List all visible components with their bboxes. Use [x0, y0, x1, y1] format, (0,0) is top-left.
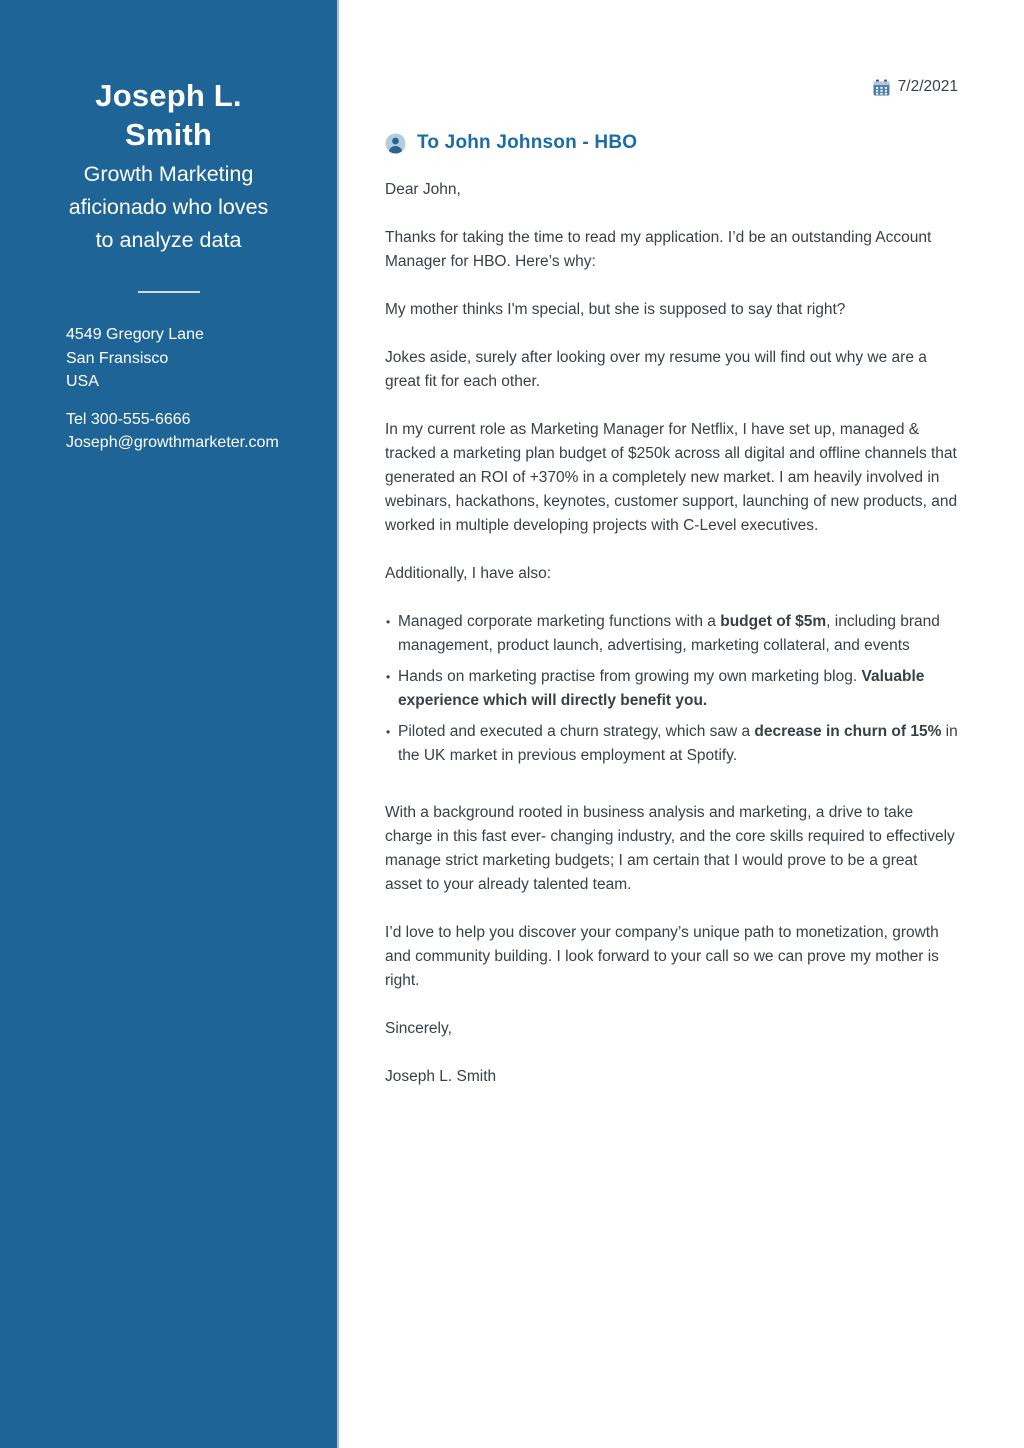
paragraph: Additionally, I have also:: [385, 565, 552, 582]
name-line: Joseph L.: [95, 78, 242, 113]
address-line: USA: [66, 373, 99, 390]
name-line: Smith: [124, 117, 213, 152]
address-line: 4549 Gregory Lane: [66, 326, 204, 343]
letter-body: [385, 178, 958, 1089]
paragraph: My mother thinks I'm special, but she is supposed to say that right?: [385, 301, 846, 318]
salutation: Dear John,: [385, 181, 461, 198]
sidebar-divider: [138, 291, 200, 293]
signature: Joseph L. Smith: [385, 1068, 497, 1085]
bullet-item: • Managed corporate marketing functions with a budget of $5m, including brand management, product launch, advertising, marketing collateral, and events: [385, 610, 958, 658]
calendar-icon: [873, 79, 890, 96]
address-block: [0, 323, 337, 394]
paragraph: I’d love to help you discover your company’s unique path to monetization, growth and community building. I look forward to your call so we can prove my mother is right.: [385, 924, 939, 989]
bullet-list: [385, 610, 958, 768]
contact-block: [0, 408, 337, 455]
tagline-line: Growth Marketing: [83, 162, 254, 186]
email: Joseph@growthmarketer.com: [66, 434, 279, 451]
letter-page: [341, 0, 1024, 1448]
bullet-item: • Piloted and executed a churn strategy, which saw a decrease in churn of 15% in the UK market in previous employment at Spotify.: [385, 720, 958, 768]
recipient-row: [385, 132, 958, 154]
recipient-title: To John Johnson - HBO: [417, 132, 638, 153]
bullet-item: • Hands on marketing practise from growing my own marketing blog. Valuable experience which will directly benefit you.: [385, 665, 958, 713]
paragraph: Thanks for taking the time to read my application. I’d be an outstanding Account Manager for HBO. Here’s why:: [385, 229, 932, 270]
date-row: [385, 78, 958, 96]
sidebar: [0, 0, 339, 1448]
tagline-line: aficionado who loves: [68, 195, 269, 219]
paragraph: With a background rooted in business analysis and marketing, a drive to take charge in this fast ever- changing industry, and the core skills required to effectively manage strict marketing budgets; I am certain that I would prove to be a great asset to your already talented team.: [385, 804, 955, 893]
candidate-name: [0, 76, 337, 154]
signoff: Sincerely,: [385, 1020, 452, 1037]
paragraph: Jokes aside, surely after looking over my resume you will find out why we are a great fit for each other.: [385, 349, 927, 390]
intro-paragraphs: [385, 226, 958, 586]
paragraph: In my current role as Marketing Manager for Netflix, I have set up, managed & tracked a marketing plan budget of $250k across all digital and offline channels that generated an ROI of +370% in a completely new market. I am heavily involved in webinars, hackathons, keynotes, customer support, launching of new products, and worked in multiple developing projects with C-Level executives.: [385, 421, 958, 534]
tagline-line: to analyze data: [95, 228, 242, 252]
address-line: San Fransisco: [66, 349, 169, 367]
closing-paragraphs: [385, 801, 958, 993]
date-text: 7/2/2021: [897, 78, 958, 95]
phone: Tel 300-555-6666: [66, 410, 191, 428]
candidate-tagline: [0, 158, 337, 257]
person-icon: [385, 133, 406, 154]
